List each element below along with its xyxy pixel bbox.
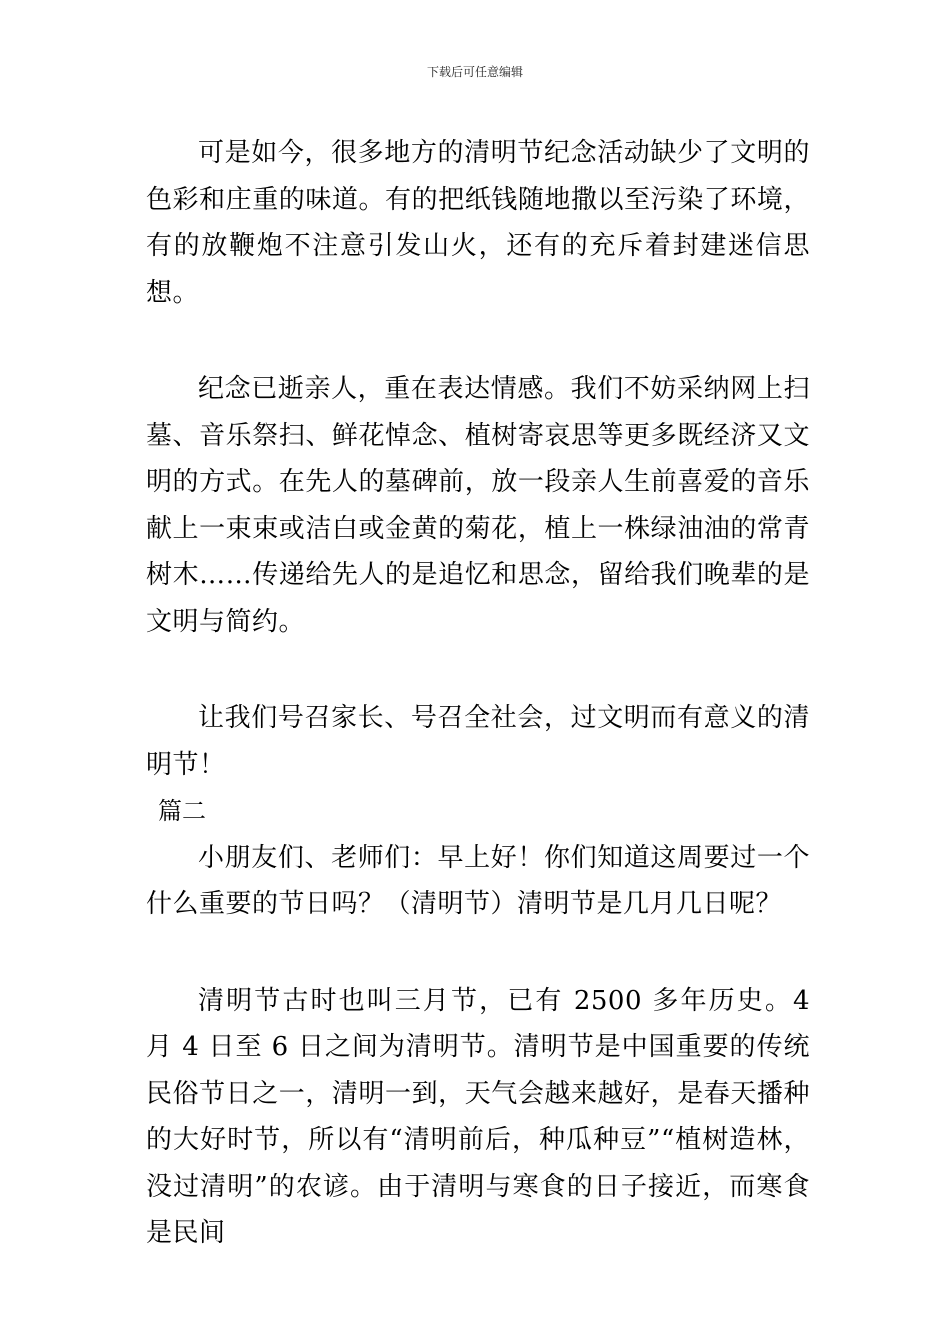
section-paragraph-1: 小朋友们、老师们：早上好！你们知道这周要过一个什么重要的节日吗？（清明节）清明节是几月几日呢？ xyxy=(146,842,810,919)
paragraph-gap xyxy=(146,316,810,366)
paragraph-3: 让我们号召家长、号召全社会，过文明而有意义的清明节！ xyxy=(146,703,810,780)
paragraph-2: 纪念已逝亲人，重在表达情感。我们不妨采纳网上扫墓、音乐祭扫、鲜花悼念、植树寄哀思等更多既经济又文明的方式。在先人的墓碑前，放一段亲人生前喜爱的音乐献上一束束或洁白或金黄的菊花，植上一株绿油油的常青树木……传递给先人的是追忆和思念，留给我们晚辈的是文明与简约。 xyxy=(146,374,810,637)
paragraph-gap xyxy=(146,928,810,978)
page-header-note: 下载后可任意编辑 xyxy=(426,65,523,79)
section-heading: 篇二 xyxy=(158,797,206,825)
paragraph-gap xyxy=(146,645,810,695)
section-paragraph-2: 清明节古时也叫三月节，已有 2500 多年历史。4 月 4 日至 6 日之间为清明节。清明节是中国重要的传统民俗节日之一，清明一到，天气会越来越好，是春天播种的大好时节，所以有“清明前后，种瓜种豆”“植树造林，没过清明”的农谚。由于清明与寒食的日子接近，而寒食是民间 xyxy=(146,985,810,1248)
document-body xyxy=(146,130,810,1257)
paragraph-1: 可是如今，很多地方的清明节纪念活动缺少了文明的色彩和庄重的味道。有的把纸钱随地撒以至污染了环境，有的放鞭炮不注意引发山火，还有的充斥着封建迷信思想。 xyxy=(146,138,810,308)
